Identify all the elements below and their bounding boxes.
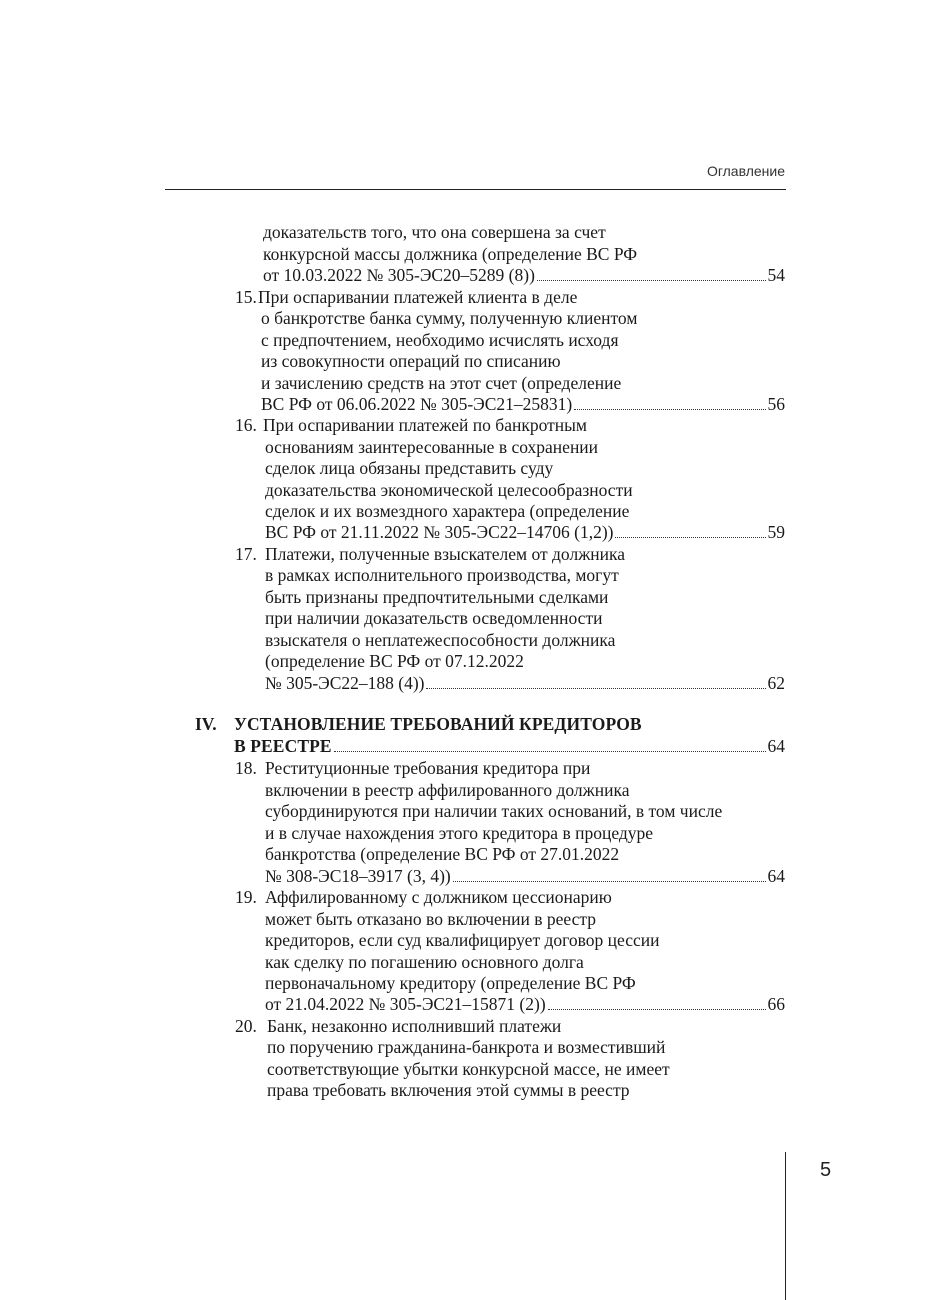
entry-text-line: доказательств того, что она совершена за счет (263, 222, 606, 242)
entry-last-line (265, 865, 785, 887)
page-ref: 64 (767, 866, 785, 886)
entry-text-line: Платежи, полученные взыскателем от должника (265, 544, 626, 564)
entry-number: 17. (235, 544, 257, 564)
page-ref: 59 (767, 522, 785, 542)
dot-leader (537, 264, 766, 281)
entry-text-line: соответствующие убытки конкурсной массе, не имеет (267, 1059, 670, 1079)
entry-text-line: о банкротстве банка сумму, полученную клиентом (261, 308, 638, 328)
entry-text-line: сделок и их возмездного характера (определение (265, 501, 630, 521)
entry-text-line: Аффилированному с должником цессионарию (265, 887, 612, 907)
chapter-last-line (234, 735, 785, 757)
entry-text-line: из совокупности операций по списанию (261, 351, 561, 371)
entry-text-line: ВС РФ от 06.06.2022 № 305-ЭС21–25831) (261, 394, 573, 414)
entry-text-line: При оспаривании платежей по банкротным (263, 415, 587, 435)
chapter-title-line: УСТАНОВЛЕНИЕ ТРЕБОВАНИЙ КРЕДИТОРОВ (234, 714, 642, 734)
entry-number: 19. (235, 887, 257, 907)
page-number-rule (785, 1152, 786, 1300)
entry-text-line: банкротства (определение ВС РФ от 27.01.2022 (265, 844, 620, 864)
entry-number: 18. (235, 758, 257, 778)
entry-text-line: Реституционные требования кредитора при (265, 758, 591, 778)
entry-text-line: При оспаривании платежей клиента в деле (258, 287, 578, 307)
page-number: 5 (820, 1159, 832, 1181)
entry-number: 15. (235, 287, 257, 307)
entry-last-line (265, 993, 785, 1015)
entry-number: 16. (235, 415, 257, 435)
entry-last-line (265, 672, 785, 694)
chapter-title-line: В РЕЕСТРЕ (234, 736, 332, 756)
running-head-title: Оглавление (706, 163, 785, 179)
dot-leader (574, 393, 765, 410)
entry-text-line: включении в реестр аффилированного должника (265, 780, 630, 800)
entry-text-line: конкурсной массы должника (определение ВС РФ (263, 244, 638, 264)
entry-text-line: в рамках исполнительного производства, могут (265, 565, 619, 585)
entry-text-line: может быть отказано во включении в реестр (265, 909, 596, 929)
entry-text-line: при наличии доказательств осведомленности (265, 608, 603, 628)
entry-last-line (263, 264, 785, 286)
entry-text-line: сделок лица обязаны представить суду (265, 458, 554, 478)
entry-text-line: как сделку по погашению основного долга (265, 952, 584, 972)
page-ref: 56 (767, 394, 785, 414)
entry-text-line: № 305-ЭС22–188 (4)) (265, 673, 425, 693)
page-ref: 66 (767, 994, 785, 1014)
dot-leader (426, 672, 765, 689)
entry-text-line: по поручению гражданина-банкрота и возместивший (267, 1037, 666, 1057)
entry-text-line: права требовать включения этой суммы в реестр (267, 1080, 630, 1100)
entry-text-line: ВС РФ от 21.11.2022 № 305-ЭС22–14706 (1,2)) (265, 522, 614, 542)
entry-text-line: от 21.04.2022 № 305-ЭС21–15871 (2)) (265, 994, 546, 1014)
entry-last-line (265, 521, 785, 543)
dot-leader (548, 993, 766, 1010)
entry-text-line: взыскателя о неплатежеспособности должника (265, 630, 616, 650)
dot-leader (453, 865, 766, 882)
entry-text-line: Банк, незаконно исполнивший платежи (267, 1016, 562, 1036)
entry-text-line: с предпочтением, необходимо исчислять исходя (261, 330, 619, 350)
page-ref: 54 (767, 265, 785, 285)
entry-text-line: доказательства экономической целесообразности (265, 480, 633, 500)
entry-text-line: быть признаны предпочтительными сделками (265, 587, 609, 607)
entry-text-line: № 308-ЭС18–3917 (3, 4)) (265, 866, 451, 886)
entry-text-line: субординируются при наличии таких оснований, в том числе (265, 801, 723, 821)
entry-text-line: и в случае нахождения этого кредитора в процедуре (265, 823, 654, 843)
dot-leader (615, 521, 765, 538)
entry-text-line: и зачислению средств на этот счет (определение (261, 373, 622, 393)
entry-text-line: от 10.03.2022 № 305-ЭС20–5289 (8)) (263, 265, 535, 285)
dot-leader (334, 735, 766, 752)
page-ref: 64 (767, 736, 785, 756)
chapter-number: IV. (195, 714, 217, 734)
entry-text-line: основаниям заинтересованные в сохранении (265, 437, 599, 457)
page-ref: 62 (767, 673, 785, 693)
entry-text-line: (определение ВС РФ от 07.12.2022 (265, 651, 524, 671)
entry-number: 20. (235, 1016, 257, 1036)
entry-last-line (261, 393, 785, 415)
entry-text-line: кредиторов, если суд квалифицирует договор цессии (265, 930, 660, 950)
entry-text-line: первоначальному кредитору (определение ВС РФ (265, 973, 636, 993)
